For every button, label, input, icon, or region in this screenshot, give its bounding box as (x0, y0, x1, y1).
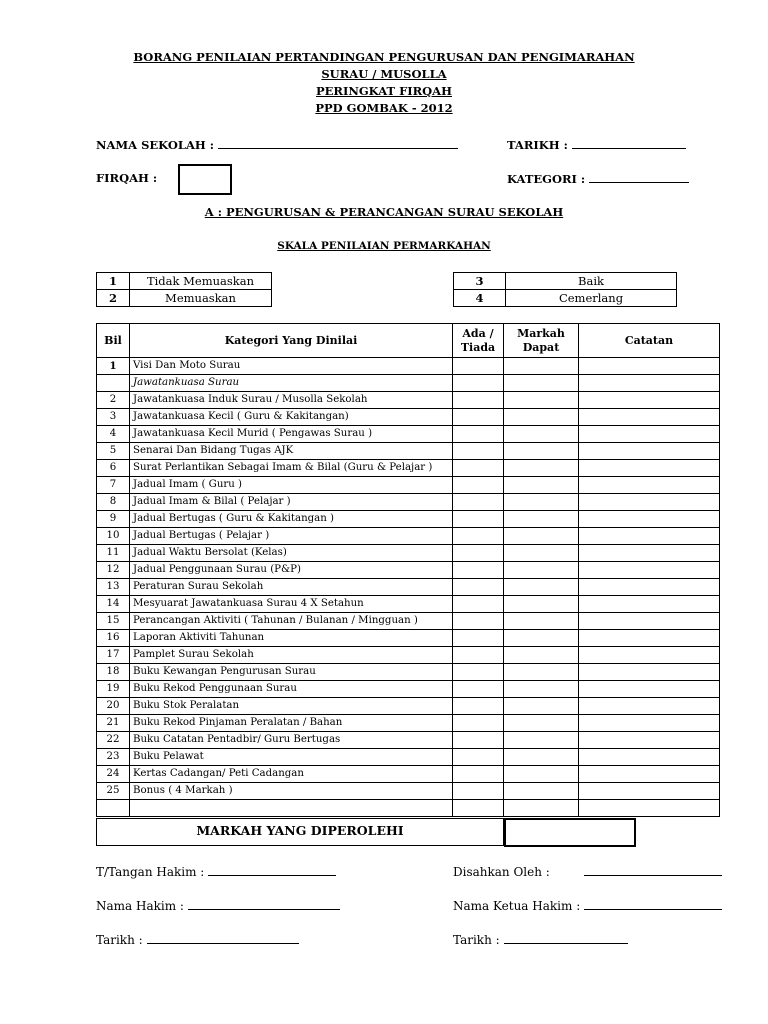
row-catatan-cell[interactable] (579, 409, 720, 426)
row-ada-tiada-cell[interactable] (453, 528, 504, 545)
row-ada-tiada-cell[interactable] (453, 392, 504, 409)
row-bil: 15 (97, 613, 130, 630)
evaluation-table (96, 323, 720, 817)
tarikh-right-field (453, 932, 628, 947)
row-kategori: Kertas Cadangan/ Peti Cadangan (130, 766, 453, 783)
form-level: PERINGKAT FIRQAH (316, 84, 452, 98)
row-ada-tiada-cell[interactable] (453, 681, 504, 698)
scale-num: 4 (454, 290, 506, 307)
row-ada-tiada-cell[interactable] (453, 596, 504, 613)
row-bil: 10 (97, 528, 130, 545)
table-row (97, 528, 720, 545)
row-markah-cell[interactable] (504, 732, 579, 749)
row-catatan-cell[interactable] (579, 528, 720, 545)
row-catatan-cell[interactable] (579, 698, 720, 715)
row-markah-cell[interactable] (504, 545, 579, 562)
row-kategori: Jadual Waktu Bersolat (Kelas) (130, 545, 453, 562)
row-catatan-cell[interactable] (579, 392, 720, 409)
table-row (97, 630, 720, 647)
row-bil: 24 (97, 766, 130, 783)
row-ada-tiada-cell[interactable] (453, 579, 504, 596)
row-catatan-cell[interactable] (579, 647, 720, 664)
table-row (97, 358, 720, 375)
tarikh-label: TARIKH : (507, 138, 568, 152)
row-markah-cell[interactable] (504, 664, 579, 681)
row-catatan-cell[interactable] (579, 443, 720, 460)
nama-sekolah-label: NAMA SEKOLAH : (96, 138, 214, 152)
col-ada-tiada (453, 324, 504, 358)
scale-num: 2 (97, 290, 130, 307)
kategori-label: KATEGORI : (507, 172, 586, 186)
row-catatan-cell[interactable] (579, 375, 720, 392)
table-row (97, 460, 720, 477)
row-ada-tiada-cell[interactable] (453, 698, 504, 715)
row-bil: 20 (97, 698, 130, 715)
row-ada-tiada-cell[interactable] (453, 749, 504, 766)
markah-label: Markah (517, 326, 565, 340)
nama-sekolah-field (96, 137, 458, 152)
scale-title: SKALA PENILAIAN PERMARKAHAN (277, 240, 491, 252)
table-row (97, 443, 720, 460)
row-markah-cell[interactable] (504, 715, 579, 732)
kategori-line[interactable] (589, 171, 689, 183)
table-row (97, 800, 720, 817)
scale-label: Baik (506, 273, 677, 290)
row-markah-cell[interactable] (504, 443, 579, 460)
row-bil: 16 (97, 630, 130, 647)
row-catatan-cell[interactable] (579, 630, 720, 647)
row-kategori: Buku Pelawat (130, 749, 453, 766)
row-kategori: Buku Rekod Pinjaman Peralatan / Bahan (130, 715, 453, 732)
row-catatan-cell[interactable] (579, 800, 720, 817)
table-header-row (97, 324, 720, 358)
scale-row (454, 290, 677, 307)
row-markah-cell[interactable] (504, 681, 579, 698)
disahkan-line[interactable] (584, 864, 722, 876)
tarikh-line[interactable] (572, 137, 686, 149)
row-catatan-cell[interactable] (579, 494, 720, 511)
row-ada-tiada-cell[interactable] (453, 800, 504, 817)
tarikh-left-line[interactable] (147, 932, 299, 944)
row-kategori: Buku Catatan Pentadbir/ Guru Bertugas (130, 732, 453, 749)
row-kategori: Jadual Penggunaan Surau (P&P) (130, 562, 453, 579)
table-row (97, 664, 720, 681)
row-markah-cell[interactable] (504, 766, 579, 783)
row-catatan-cell[interactable] (579, 511, 720, 528)
row-bil: 19 (97, 681, 130, 698)
row-kategori: Senarai Dan Bidang Tugas AJK (130, 443, 453, 460)
row-markah-cell[interactable] (504, 494, 579, 511)
table-row (97, 596, 720, 613)
firqah-label: FIRQAH : (96, 171, 158, 185)
row-bil: 1 (97, 358, 130, 375)
row-catatan-cell[interactable] (579, 562, 720, 579)
scale-num: 3 (454, 273, 506, 290)
scale-table-left (96, 272, 272, 307)
row-ada-tiada-cell[interactable] (453, 664, 504, 681)
scale-label: Tidak Memuaskan (130, 273, 272, 290)
row-bil: 18 (97, 664, 130, 681)
row-bil: 12 (97, 562, 130, 579)
table-row (97, 511, 720, 528)
table-row (97, 477, 720, 494)
row-ada-tiada-cell[interactable] (453, 766, 504, 783)
row-kategori: Peraturan Surau Sekolah (130, 579, 453, 596)
ada-label: Ada / (462, 326, 494, 340)
row-ada-tiada-cell[interactable] (453, 732, 504, 749)
row-bil (97, 800, 130, 817)
row-markah-cell[interactable] (504, 800, 579, 817)
row-ada-tiada-cell[interactable] (453, 426, 504, 443)
row-markah-cell[interactable] (504, 698, 579, 715)
table-row (97, 783, 720, 800)
row-kategori: Buku Rekod Penggunaan Surau (130, 681, 453, 698)
row-kategori: Jawatankuasa Surau (130, 375, 453, 392)
nama-hakim-line[interactable] (188, 898, 340, 910)
row-kategori: Surat Perlantikan Sebagai Imam & Bilal (Guru & Pelajar ) (130, 460, 453, 477)
row-ada-tiada-cell[interactable] (453, 545, 504, 562)
row-markah-cell[interactable] (504, 477, 579, 494)
row-ada-tiada-cell[interactable] (453, 562, 504, 579)
row-markah-cell[interactable] (504, 511, 579, 528)
row-bil: 14 (97, 596, 130, 613)
table-row (97, 715, 720, 732)
row-bil: 11 (97, 545, 130, 562)
table-row (97, 613, 720, 630)
row-ada-tiada-cell[interactable] (453, 613, 504, 630)
row-bil: 21 (97, 715, 130, 732)
row-ada-tiada-cell[interactable] (453, 375, 504, 392)
row-kategori: Buku Kewangan Pengurusan Surau (130, 664, 453, 681)
tarikh-right-line[interactable] (504, 932, 628, 944)
nama-sekolah-line[interactable] (218, 137, 458, 149)
tarikh-left-label: Tarikh : (96, 933, 143, 947)
markah-label-box: MARKAH YANG DIPEROLEHI (96, 818, 504, 846)
row-markah-cell[interactable] (504, 647, 579, 664)
t-tangan-label: T/Tangan Hakim : (96, 865, 205, 879)
row-catatan-cell[interactable] (579, 477, 720, 494)
row-bil: 5 (97, 443, 130, 460)
row-markah-cell[interactable] (504, 613, 579, 630)
row-catatan-cell[interactable] (579, 579, 720, 596)
row-kategori: Jadual Bertugas ( Pelajar ) (130, 528, 453, 545)
scale-table-right (453, 272, 677, 307)
row-bil (97, 375, 130, 392)
col-markah-dapat (504, 324, 579, 358)
row-bil: 4 (97, 426, 130, 443)
scale-label: Memuaskan (130, 290, 272, 307)
row-catatan-cell[interactable] (579, 766, 720, 783)
row-markah-cell[interactable] (504, 783, 579, 800)
tarikh-left-field (96, 932, 299, 947)
row-bil: 22 (97, 732, 130, 749)
nama-hakim-label: Nama Hakim : (96, 899, 184, 913)
markah-value-box[interactable] (504, 818, 636, 847)
row-kategori: Jadual Bertugas ( Guru & Kakitangan ) (130, 511, 453, 528)
firqah-box[interactable] (178, 164, 232, 195)
row-ada-tiada-cell[interactable] (453, 494, 504, 511)
table-row (97, 647, 720, 664)
row-ada-tiada-cell[interactable] (453, 647, 504, 664)
row-ada-tiada-cell[interactable] (453, 715, 504, 732)
row-bil: 25 (97, 783, 130, 800)
col-kategori: Kategori Yang Dinilai (130, 324, 453, 358)
row-bil: 17 (97, 647, 130, 664)
form-title: BORANG PENILAIAN PERTANDINGAN PENGURUSAN DAN PENGIMARAHAN (133, 50, 635, 64)
row-bil: 8 (97, 494, 130, 511)
disahkan-label: Disahkan Oleh : (453, 865, 550, 879)
row-catatan-cell[interactable] (579, 783, 720, 800)
row-kategori: Jadual Imam & Bilal ( Pelajar ) (130, 494, 453, 511)
row-catatan-cell[interactable] (579, 545, 720, 562)
scale-label: Cemerlang (506, 290, 677, 307)
row-ada-tiada-cell[interactable] (453, 511, 504, 528)
table-row (97, 681, 720, 698)
row-markah-cell[interactable] (504, 426, 579, 443)
form-subtitle: SURAU / MUSOLLA (321, 67, 447, 81)
row-kategori: Jawatankuasa Kecil Murid ( Pengawas Surau ) (130, 426, 453, 443)
row-kategori: Pamplet Surau Sekolah (130, 647, 453, 664)
row-bil: 3 (97, 409, 130, 426)
row-kategori (130, 800, 453, 817)
row-ada-tiada-cell[interactable] (453, 443, 504, 460)
t-tangan-field (96, 864, 336, 879)
dapat-label: Dapat (522, 340, 560, 354)
nama-ketua-field (453, 898, 722, 913)
table-row (97, 579, 720, 596)
row-ada-tiada-cell[interactable] (453, 630, 504, 647)
table-row (97, 766, 720, 783)
row-catatan-cell[interactable] (579, 358, 720, 375)
row-catatan-cell[interactable] (579, 426, 720, 443)
row-catatan-cell[interactable] (579, 732, 720, 749)
row-kategori: Mesyuarat Jawatankuasa Surau 4 X Setahun (130, 596, 453, 613)
row-markah-cell[interactable] (504, 375, 579, 392)
table-row (97, 494, 720, 511)
row-catatan-cell[interactable] (579, 596, 720, 613)
table-row (97, 409, 720, 426)
kategori-field (507, 171, 689, 186)
row-markah-cell[interactable] (504, 358, 579, 375)
row-ada-tiada-cell[interactable] (453, 477, 504, 494)
nama-ketua-label: Nama Ketua Hakim : (453, 899, 581, 913)
row-kategori: Perancangan Aktiviti ( Tahunan / Bulanan / Mingguan ) (130, 613, 453, 630)
row-kategori: Buku Stok Peralatan (130, 698, 453, 715)
row-markah-cell[interactable] (504, 409, 579, 426)
table-row (97, 392, 720, 409)
row-bil: 13 (97, 579, 130, 596)
row-ada-tiada-cell[interactable] (453, 409, 504, 426)
form-district-year: PPD GOMBAK - 2012 (315, 101, 453, 115)
col-catatan: Catatan (579, 324, 720, 358)
table-row (97, 375, 720, 392)
table-row (97, 426, 720, 443)
tarikh-field (507, 137, 686, 152)
disahkan-field (453, 864, 722, 879)
row-kategori: Laporan Aktiviti Tahunan (130, 630, 453, 647)
row-kategori: Jadual Imam ( Guru ) (130, 477, 453, 494)
tarikh-right-label: Tarikh : (453, 933, 500, 947)
table-row (97, 698, 720, 715)
row-markah-cell[interactable] (504, 528, 579, 545)
section-title: A : PENGURUSAN & PERANCANGAN SURAU SEKOLAH (204, 205, 564, 219)
scale-num: 1 (97, 273, 130, 290)
tiada-label: Tiada (460, 340, 496, 354)
row-kategori: Visi Dan Moto Surau (130, 358, 453, 375)
row-markah-cell[interactable] (504, 392, 579, 409)
scale-row (454, 273, 677, 290)
row-bil: 2 (97, 392, 130, 409)
row-catatan-cell[interactable] (579, 460, 720, 477)
row-catatan-cell[interactable] (579, 613, 720, 630)
scale-row (97, 290, 272, 307)
row-markah-cell[interactable] (504, 749, 579, 766)
scale-row (97, 273, 272, 290)
col-bil: Bil (97, 324, 130, 358)
row-ada-tiada-cell[interactable] (453, 358, 504, 375)
t-tangan-line[interactable] (208, 864, 336, 876)
row-bil: 7 (97, 477, 130, 494)
row-kategori: Bonus ( 4 Markah ) (130, 783, 453, 800)
nama-ketua-line[interactable] (584, 898, 722, 910)
row-markah-cell[interactable] (504, 579, 579, 596)
row-kategori: Jawatankuasa Induk Surau / Musolla Sekolah (130, 392, 453, 409)
row-catatan-cell[interactable] (579, 749, 720, 766)
table-row (97, 732, 720, 749)
row-ada-tiada-cell[interactable] (453, 783, 504, 800)
row-kategori: Jawatankuasa Kecil ( Guru & Kakitangan) (130, 409, 453, 426)
row-catatan-cell[interactable] (579, 664, 720, 681)
table-row (97, 562, 720, 579)
table-row (97, 545, 720, 562)
row-markah-cell[interactable] (504, 596, 579, 613)
table-row (97, 749, 720, 766)
row-catatan-cell[interactable] (579, 681, 720, 698)
row-ada-tiada-cell[interactable] (453, 460, 504, 477)
row-bil: 6 (97, 460, 130, 477)
nama-hakim-field (96, 898, 340, 913)
row-bil: 9 (97, 511, 130, 528)
row-markah-cell[interactable] (504, 562, 579, 579)
row-markah-cell[interactable] (504, 630, 579, 647)
row-bil: 23 (97, 749, 130, 766)
row-markah-cell[interactable] (504, 460, 579, 477)
row-catatan-cell[interactable] (579, 715, 720, 732)
